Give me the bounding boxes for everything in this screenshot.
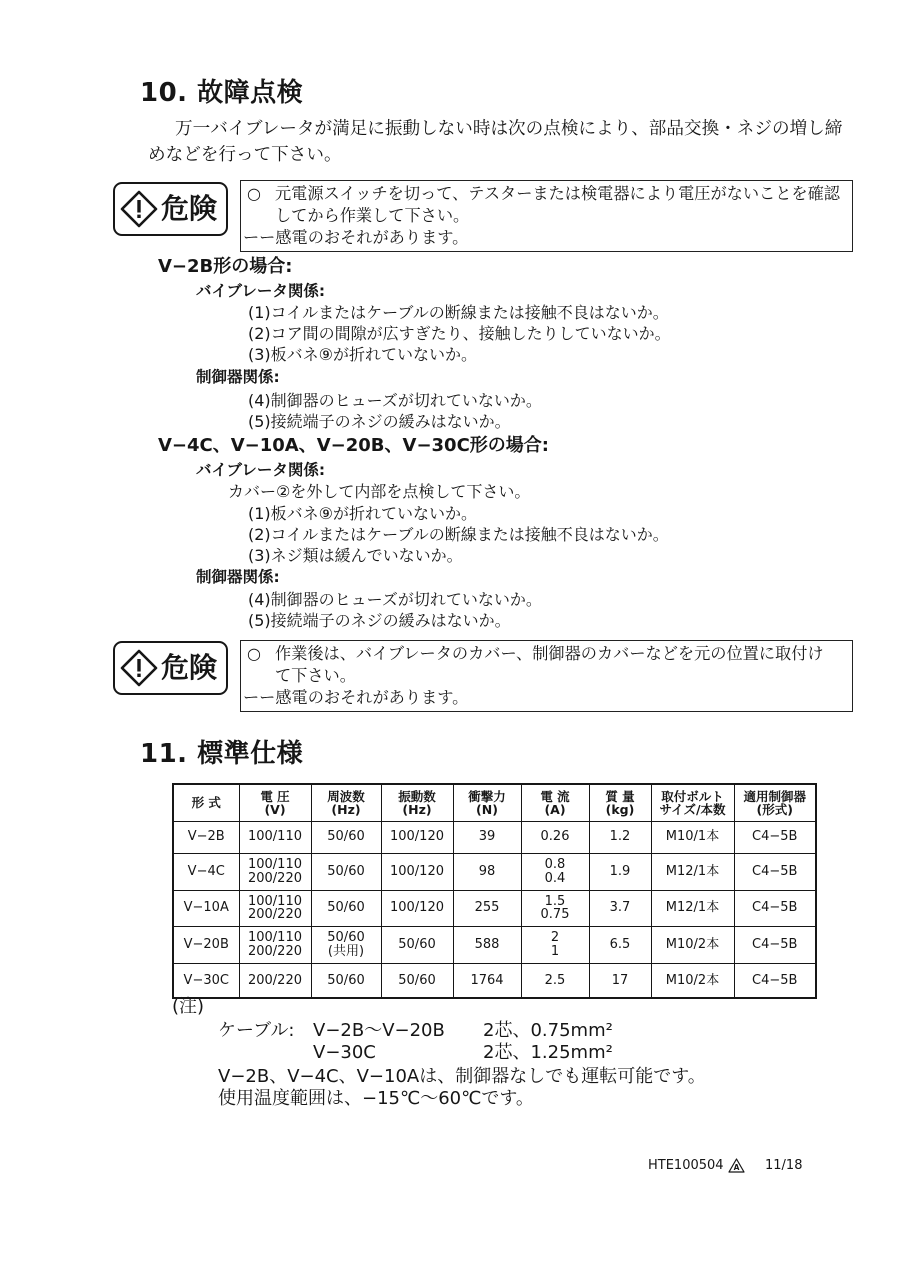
cell-force: 1764	[453, 963, 521, 998]
cell-force: 255	[453, 890, 521, 926]
cell-controller: C4−5B	[734, 853, 816, 890]
cell-line: 200/220	[247, 907, 302, 922]
cell-line: 100/110	[247, 829, 302, 845]
revision-letter: A	[733, 1163, 740, 1172]
header-line: 取付ボルト	[661, 788, 724, 804]
header-controller	[734, 784, 816, 821]
cell-line: 0.8	[544, 857, 566, 872]
cell-model: V−10A	[173, 890, 239, 926]
cell-mass: 17	[589, 963, 651, 998]
danger-notice-box	[240, 640, 853, 712]
table-row	[173, 890, 816, 926]
cell-controller: C4−5B	[734, 890, 816, 926]
table-row	[173, 821, 816, 853]
v2b-vibrator-label: バイブレータ関係:	[196, 282, 326, 300]
cell-frequency	[311, 926, 381, 963]
cell-frequency	[311, 821, 381, 853]
cell-line: 100/110	[247, 893, 302, 909]
list-item: (4)制御器のヒューズが切れていないか。	[248, 590, 542, 609]
danger-label: 危険	[161, 192, 218, 225]
cell-line: 200/220	[247, 943, 302, 959]
cell-line: 100/110	[247, 930, 302, 945]
header-unit: (V)	[264, 801, 286, 817]
circle-bullet: ○	[247, 644, 261, 663]
cell-model: V−20B	[173, 926, 239, 963]
header-line: 適用制御器	[743, 788, 806, 804]
header-line: 質 量	[605, 788, 635, 804]
cell-vibration: 100/120	[381, 853, 453, 890]
header-line: 振動数	[398, 788, 436, 804]
notice-warning-note: ーー感電のおそれがあります。	[243, 228, 469, 247]
cell-vibration: 100/120	[381, 890, 453, 926]
cell-mass: 6.5	[589, 926, 651, 963]
list-item: (5)接続端子のネジの緩みはないか。	[248, 611, 511, 630]
cell-voltage	[239, 890, 311, 926]
cable-spec: 2芯、0.75mm²	[483, 1020, 613, 1041]
cell-controller: C4−5B	[734, 821, 816, 853]
danger-label-box	[113, 182, 228, 236]
header-line: 周波数	[327, 788, 365, 804]
cell-bolt: M10/2本	[651, 963, 734, 998]
cell-mass: 1.9	[589, 853, 651, 890]
header-line: 形 式	[191, 795, 221, 811]
cell-current	[521, 963, 589, 998]
notes-label: (注)	[172, 996, 205, 1017]
cell-force: 98	[453, 853, 521, 890]
header-vibration	[381, 784, 453, 821]
cell-vibration: 100/120	[381, 821, 453, 853]
cell-frequency	[311, 853, 381, 890]
header-force	[453, 784, 521, 821]
danger-label-box	[113, 641, 228, 695]
cell-line: 50/60	[327, 972, 365, 988]
cell-line: 2.5	[544, 972, 566, 988]
cell-model: V−30C	[173, 963, 239, 998]
warning-diamond-icon	[120, 649, 158, 687]
cell-line: 0.75	[540, 907, 570, 922]
cell-voltage	[239, 853, 311, 890]
header-line: 電 流	[540, 788, 570, 804]
danger-notice-box	[240, 180, 853, 252]
note-controller: V−2B、V−4C、V−10Aは、制御器なしでも運転可能です。	[218, 1066, 706, 1087]
cell-force: 39	[453, 821, 521, 853]
header-unit: (A)	[544, 801, 566, 817]
cell-line: 0.26	[540, 829, 570, 845]
table-header-row	[173, 784, 816, 821]
cell-current	[521, 821, 589, 853]
list-item: (3)板バネ⑨が折れていないか。	[248, 345, 478, 364]
cell-bolt: M10/2本	[651, 926, 734, 963]
header-frequency	[311, 784, 381, 821]
cell-line: 200/220	[247, 870, 302, 886]
header-unit: サイズ/本数	[659, 801, 726, 817]
notice-line-2: て下さい。	[275, 666, 356, 685]
danger-label: 危険	[161, 651, 218, 684]
header-current	[521, 784, 589, 821]
cell-frequency	[311, 963, 381, 998]
doc-code: HTE100504	[648, 1158, 724, 1173]
cable-models: V−2B〜V−20B	[313, 1020, 445, 1041]
notice-warning-note: ーー感電のおそれがあります。	[243, 688, 469, 707]
cell-current	[521, 890, 589, 926]
cell-frequency	[311, 890, 381, 926]
cell-bolt: M12/1本	[651, 890, 734, 926]
spec-table	[172, 783, 817, 999]
list-item: (5)接続端子のネジの緩みはないか。	[248, 412, 511, 431]
cell-force: 588	[453, 926, 521, 963]
list-item: (1)コイルまたはケーブルの断線または接触不良はないか。	[248, 303, 669, 322]
cell-line: (共用)	[327, 943, 365, 959]
other-vibrator-label: バイブレータ関係:	[196, 461, 326, 479]
circle-bullet: ○	[247, 184, 261, 203]
notice-line-1: 元電源スイッチを切って、テスターまたは検電器により電圧がないことを確認	[275, 184, 840, 203]
header-model	[173, 784, 239, 821]
cell-line: 200/220	[247, 972, 302, 988]
page-number: 11/18	[765, 1158, 803, 1173]
v2b-title: V−2B形の場合:	[158, 256, 293, 277]
cell-voltage	[239, 821, 311, 853]
section-10-heading: 10. 故障点検	[140, 78, 304, 108]
header-unit: (形式)	[756, 801, 793, 817]
revision-triangle-icon	[728, 1158, 745, 1173]
cell-controller: C4−5B	[734, 926, 816, 963]
v2b-controller-label: 制御器関係:	[196, 368, 280, 386]
table-row	[173, 926, 816, 963]
header-unit: (Hz)	[402, 801, 432, 817]
cell-mass: 1.2	[589, 821, 651, 853]
cell-current	[521, 853, 589, 890]
intro-line-2: めなどを行って下さい。	[148, 145, 342, 165]
header-mass	[589, 784, 651, 821]
cell-controller: C4−5B	[734, 963, 816, 998]
cell-mass: 3.7	[589, 890, 651, 926]
cell-line: 50/60	[327, 829, 365, 845]
table-row	[173, 963, 816, 998]
warning-diamond-icon	[120, 190, 158, 228]
cell-line: 1.5	[544, 893, 566, 909]
header-bolt	[651, 784, 734, 821]
cable-label: ケーブル:	[218, 1020, 295, 1041]
cable-spec: 2芯、1.25mm²	[483, 1042, 613, 1063]
list-item: (3)ネジ類は緩んでいないか。	[248, 546, 463, 565]
header-unit: (Hz)	[331, 801, 361, 817]
cell-current	[521, 926, 589, 963]
header-line: 衝撃力	[468, 788, 506, 804]
list-item: (1)板バネ⑨が折れていないか。	[248, 504, 478, 523]
cell-line: 50/60	[327, 900, 365, 916]
list-item: (2)コイルまたはケーブルの断線または接触不良はないか。	[248, 525, 669, 544]
list-item: (4)制御器のヒューズが切れていないか。	[248, 391, 542, 410]
cell-line: 100/110	[247, 857, 302, 872]
notice-line-2: してから作業して下さい。	[275, 206, 470, 225]
cell-voltage	[239, 963, 311, 998]
cell-vibration: 50/60	[381, 926, 453, 963]
table-row	[173, 853, 816, 890]
cell-line: 2	[550, 930, 560, 945]
header-unit: (N)	[476, 801, 498, 817]
cell-line: 1	[550, 943, 560, 959]
cell-model: V−2B	[173, 821, 239, 853]
cell-vibration: 50/60	[381, 963, 453, 998]
cell-model: V−4C	[173, 853, 239, 890]
cell-bolt: M12/1本	[651, 853, 734, 890]
header-line: 電 圧	[260, 788, 290, 804]
other-models-title: V−4C、V−10A、V−20B、V−30C形の場合:	[158, 435, 549, 456]
cell-line: 50/60	[327, 863, 365, 879]
section-11-heading: 11. 標準仕様	[140, 739, 304, 769]
list-item: (2)コア間の間隙が広すぎたり、接触したりしていないか。	[248, 324, 671, 343]
other-vibrator-intro: カバー②を外して内部を点検して下さい。	[228, 482, 531, 501]
note-temperature: 使用温度範囲は、−15℃〜60℃です。	[218, 1088, 534, 1109]
header-unit: (kg)	[605, 801, 635, 817]
cell-line: 0.4	[544, 870, 566, 886]
intro-line-1: 万一バイブレータが満足に振動しない時は次の点検により、部品交換・ネジの増し締	[175, 119, 843, 139]
notice-line-1: 作業後は、バイブレータのカバー、制御器のカバーなどを元の位置に取付け	[275, 644, 824, 663]
cell-voltage	[239, 926, 311, 963]
header-voltage	[239, 784, 311, 821]
cell-bolt: M10/1本	[651, 821, 734, 853]
cable-models: V−30C	[313, 1042, 376, 1063]
cell-line: 50/60	[327, 930, 365, 945]
other-controller-label: 制御器関係:	[196, 568, 280, 586]
